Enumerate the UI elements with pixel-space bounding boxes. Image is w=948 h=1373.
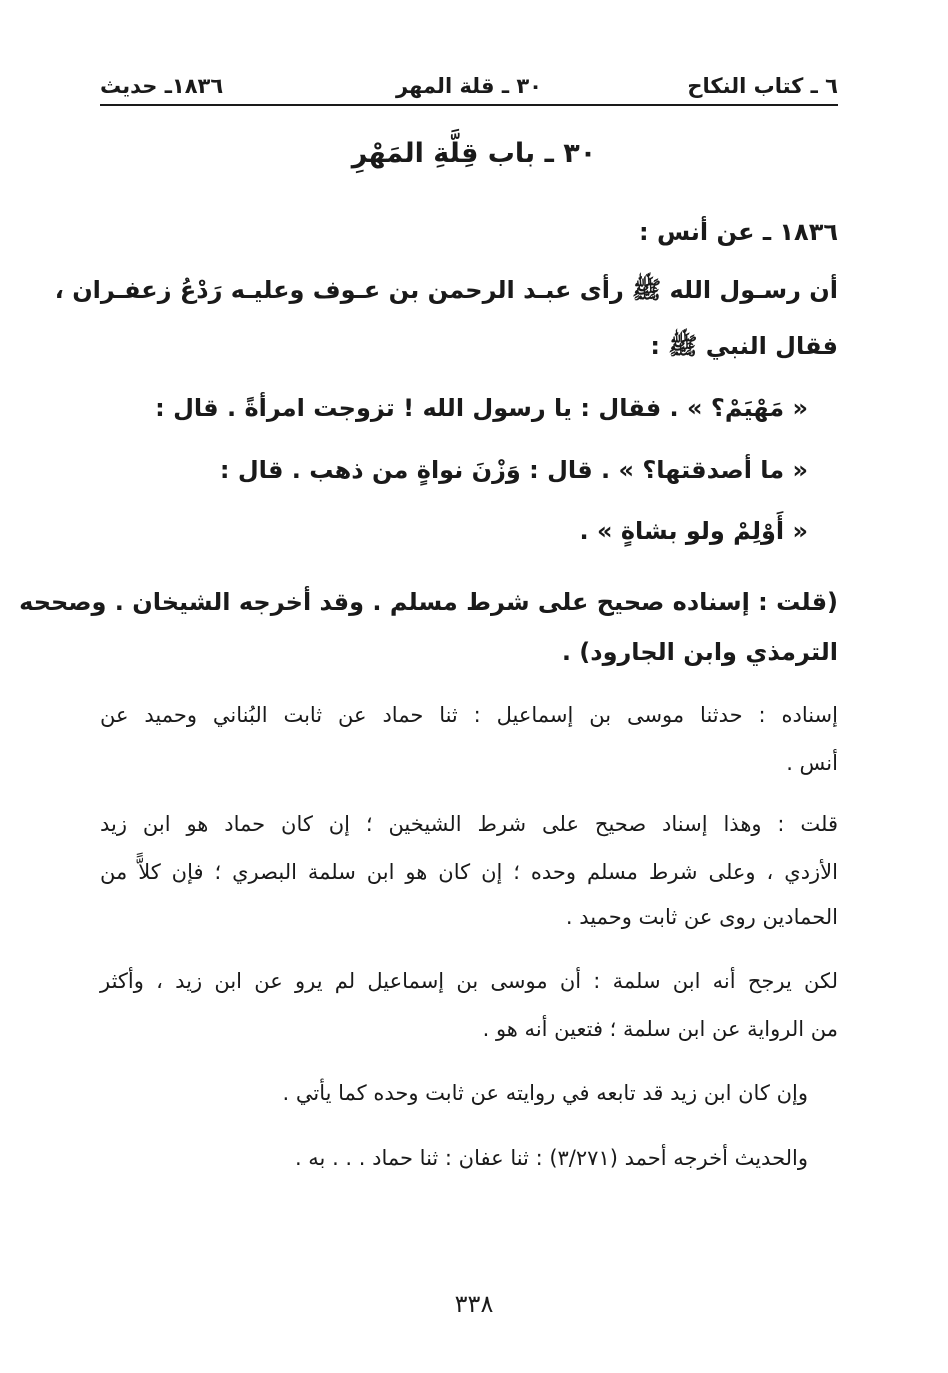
- hadith-text-line: فقال النبي ﷺ :: [650, 332, 838, 360]
- commentary-line: الأزدي ، وعلى شرط مسلم وحده ؛ إن كان هو ابن سلمة البصري ؛ فإن كلاًّ من: [100, 860, 838, 884]
- commentary-line: لكن يرجح أنه ابن سلمة : أن موسى بن إسماعيل لم يرو عن ابن زيد ، وأكثر: [100, 969, 838, 993]
- running-header: [100, 72, 838, 106]
- isnad-line: إسناده : حدثنا موسى بن إسماعيل : ثنا حماد عن ثابت البُناني وحميد عن: [100, 703, 838, 727]
- grading-line: (قلت : إسناده صحيح على شرط مسلم . وقد أخرجه الشيخان . وصححه: [19, 588, 838, 616]
- hadith-number-line: ١٨٣٦ ـ عن أنس :: [639, 218, 838, 246]
- hadith-text-line: « ما أصدقتها؟ » . قال : وَزْنَ نواةٍ من ذهب . قال :: [219, 456, 808, 484]
- commentary-line: الحمادين روى عن ثابت وحميد .: [565, 905, 838, 929]
- isnad-line: أنس .: [786, 751, 838, 775]
- hadith-text-line: أن رسـول الله ﷺ رأى عبـد الرحمن بن عـوف وعليـه رَدْعُ زعفـران ،: [54, 276, 838, 304]
- commentary-line: وإن كان ابن زيد قد تابعه في روايته عن ثابت وحده كما يأتي .: [282, 1081, 808, 1105]
- header-hadith-number: ١٨٣٦ـ حديث: [100, 74, 224, 98]
- commentary-line: والحديث أخرجه أحمد (٣/٢٧١) : ثنا عفان : ثنا حماد . . . به .: [294, 1146, 808, 1170]
- hadith-text-line: « أَوْلِمْ ولو بشاةٍ » .: [579, 517, 808, 545]
- hadith-text-line: « مَهْيَمْ؟ » . فقال : يا رسول الله ! تزوجت امرأةً . قال :: [155, 394, 808, 422]
- chapter-title: ٣٠ ـ باب قِلَّةِ المَهْرِ: [351, 138, 597, 169]
- commentary-line: من الرواية عن ابن سلمة ؛ فتعين أنه هو .: [482, 1017, 838, 1041]
- page-number: ٣٣٨: [454, 1290, 494, 1318]
- header-book-title: ٦ ـ كتاب النكاح: [687, 74, 838, 98]
- header-chapter-title: ٣٠ ـ قلة المهر: [396, 74, 542, 98]
- grading-line: الترمذي وابن الجارود) .: [561, 638, 838, 666]
- commentary-line: قلت : وهذا إسناد صحيح على شرط الشيخين ؛ إن كان حماد هو ابن زيد: [100, 812, 838, 836]
